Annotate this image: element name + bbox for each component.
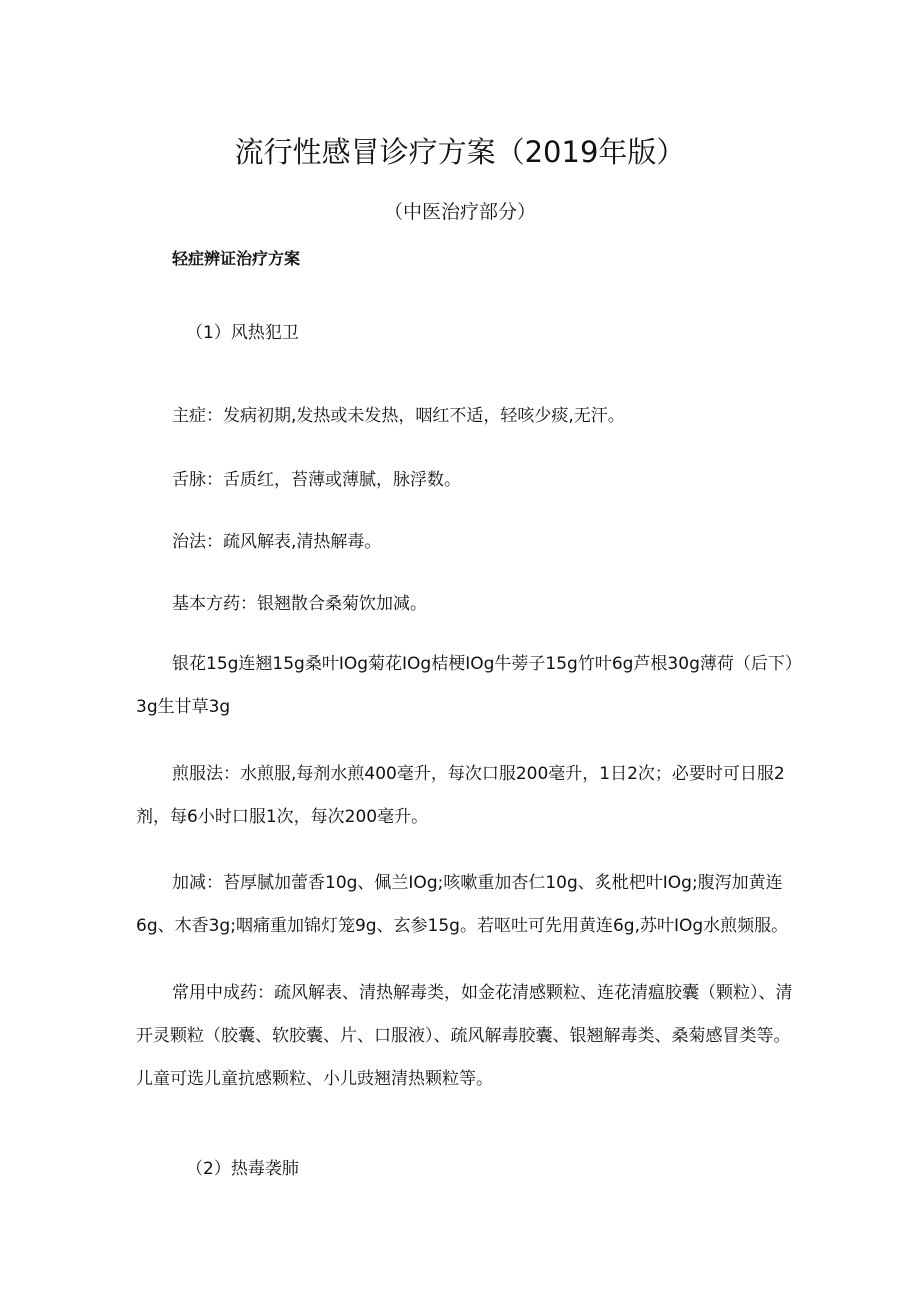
paragraph-patent-medicines: 常用中成药：疏风解表、清热解毒类，如金花清感颗粒、连花清瘟胶囊（颗粒）、清开灵颗粒（胶囊、软胶囊、片、口服液）、疏风解毒胶囊、银翘解毒类、桑菊感冒类等。儿童可选儿童抗感颗粒、小儿豉翘清热颗粒等。 <box>136 983 793 1089</box>
paragraph-herb-list: 银花15g连翘15g桑叶IOg菊花IOg桔梗IOg牛蒡子15g竹叶6g芦根30g薄荷（后下）3g生甘草3g <box>136 654 794 717</box>
paragraph-main-symptom: 主症：发病初期,发热或未发热，咽红不适，轻咳少痰,无汗。 <box>172 406 625 426</box>
document-subtitle: （中医治疗部分） <box>383 201 536 223</box>
subsection-heading-2: （2）热毒袭肺 <box>186 1159 299 1179</box>
paragraph-basic-prescription: 基本方药：银翘散合桑菊饮加减。 <box>172 594 427 614</box>
section-heading: 轻症辨证治疗方案 <box>172 249 301 268</box>
subsection-heading-1: （1）风热犯卫 <box>186 323 299 343</box>
document-title: 流行性感冒诊疗方案（2019年版） <box>234 135 686 169</box>
paragraph-decoction-method: 煎服法：水煎服,每剂水煎400毫升，每次口服200毫升，1日2次；必要时可日服2剂，每6小时口服1次，每次200毫升。 <box>136 764 785 827</box>
paragraph-tongue-pulse: 舌脉：舌质红，苔薄或薄腻，脉浮数。 <box>172 470 461 490</box>
paragraph-modifications: 加减：苔厚腻加蕾香10g、佩兰IOg;咳嗽重加杏仁10g、炙枇杷叶IOg;腹泻加黄连6g、木香3g;咽痛重加锦灯笼9g、玄参15g。若呕吐可先用黄连6g,苏叶IOg水煎频服。 <box>136 873 789 936</box>
paragraph-treatment-method: 治法：疏风解表,清热解毒。 <box>172 532 382 552</box>
